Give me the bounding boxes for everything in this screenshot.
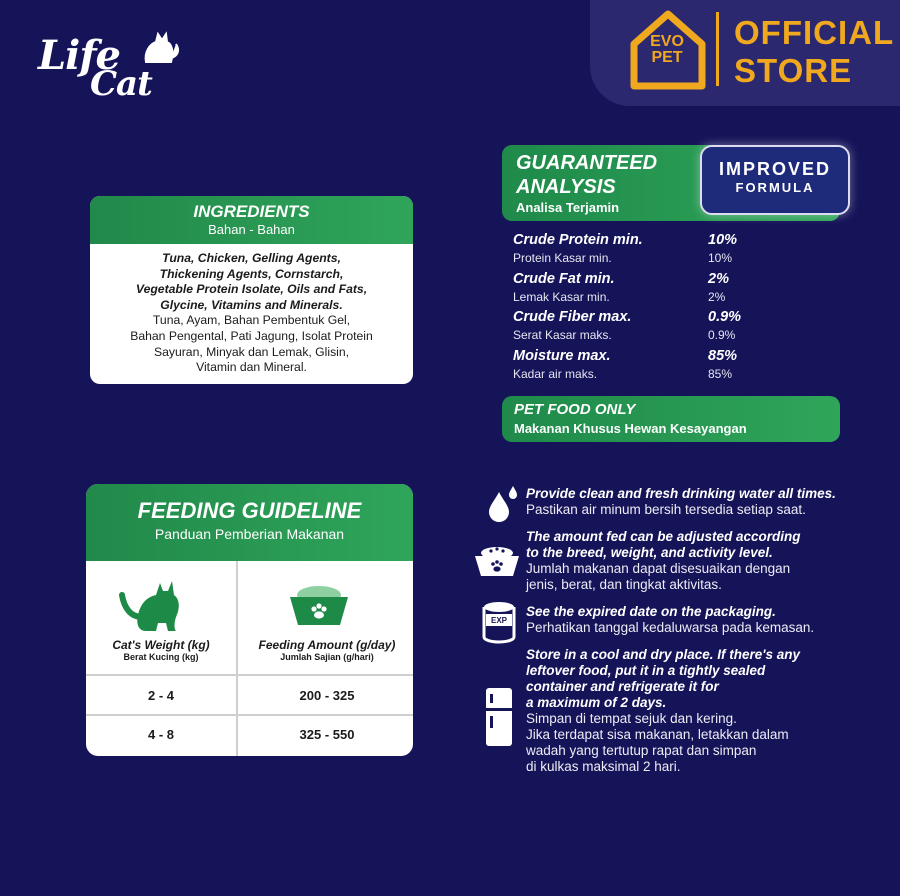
badge-divider xyxy=(716,12,719,86)
pet-food-only-banner xyxy=(502,396,840,442)
analysis-title-line1: GUARANTEED xyxy=(516,152,658,174)
exp-label: EXP xyxy=(490,616,508,625)
evo-pet-text xyxy=(640,34,694,66)
tip-en-line: to the breed, weight, and activity level. xyxy=(526,545,773,560)
ingredient-line: Tuna, Ayam, Bahan Pembentuk Gel, xyxy=(152,313,351,328)
ingredients-title: INGREDIENTS xyxy=(193,202,310,221)
feeding-subtitle: Panduan Pemberian Makanan xyxy=(154,526,345,542)
tip-id-line: jenis, berat, dan tingkat aktivitas. xyxy=(526,577,722,592)
analysis-row-moisture xyxy=(513,348,813,364)
ingredient-line: Glycine, Vitamins and Minerals. xyxy=(160,297,343,312)
can-expiry-icon xyxy=(482,600,516,644)
fridge-icon xyxy=(484,686,514,748)
ingredient-line: Sayuran, Minyak dan Lemak, Glisin, xyxy=(153,344,350,359)
tip-id-line: wadah yang tertutup rapat dan simpan xyxy=(526,743,757,758)
analysis-row-fiber-id xyxy=(513,328,813,342)
tip-amount xyxy=(526,529,896,593)
analysis-title-line2: ANALYSIS xyxy=(516,176,616,198)
feeding-table xyxy=(86,561,413,756)
weight-header-id: Berat Kucing (kg) xyxy=(123,652,199,662)
cat-icon xyxy=(116,567,202,633)
water-drop-icon xyxy=(483,484,523,524)
ingredient-line: Vitamin dan Mineral. xyxy=(196,360,307,375)
pet-word: PET xyxy=(651,49,683,66)
tip-id-line: Pastikan air minum bersih tersedia setiap saat. xyxy=(526,502,806,517)
ingredients-subtitle: Bahan - Bahan xyxy=(208,222,295,237)
tip-en-line: Provide clean and fresh drinking water all times. xyxy=(526,486,836,501)
tip-en-line: See the expired date on the packaging. xyxy=(526,604,776,619)
amount-cell: 200 - 325 xyxy=(299,688,355,703)
official-store-badge xyxy=(590,0,900,106)
analysis-label: Moisture max. xyxy=(513,348,611,364)
ingredients-card xyxy=(90,196,413,384)
weight-cell: 4 - 8 xyxy=(147,727,174,742)
amount-header-id: Jumlah Sajian (g/hari) xyxy=(280,652,374,662)
analysis-label: Crude Fat min. xyxy=(513,271,615,287)
brand-word-life: Life xyxy=(38,32,120,79)
tip-id-line: Perhatikan tanggal kedaluwarsa pada kemasan. xyxy=(526,620,815,635)
tip-en-line: a maximum of 2 days. xyxy=(526,695,667,710)
feeding-title: FEEDING GUIDELINE xyxy=(137,498,362,523)
analysis-value-id: 2% xyxy=(708,290,726,304)
analysis-row-fat xyxy=(513,271,813,287)
weight-column-header xyxy=(86,638,236,662)
analysis-title xyxy=(516,151,657,199)
tip-en-line: Store in a cool and dry place. If there's any xyxy=(526,647,801,662)
tip-id-line: Jika terdapat sisa makanan, letakkan dalam xyxy=(526,727,789,742)
tip-water xyxy=(526,486,896,518)
amount-column-header xyxy=(252,638,402,662)
analysis-row-fiber xyxy=(513,309,813,325)
pet-food-subtitle: Makanan Khusus Hewan Kesayangan xyxy=(514,421,747,436)
analysis-label-id: Lemak Kasar min. xyxy=(513,290,610,304)
tip-storage xyxy=(526,647,896,775)
analysis-label: Crude Fiber max. xyxy=(513,309,632,325)
row-divider xyxy=(86,674,413,676)
food-bowl-icon xyxy=(472,544,522,578)
analysis-label: Crude Protein min. xyxy=(513,232,643,248)
cat-silhouette-icon xyxy=(138,24,182,64)
tip-en-line: leftover food, put it in a tightly sealed xyxy=(526,663,766,678)
analysis-row-protein-id xyxy=(513,251,813,265)
tip-expiry xyxy=(526,604,896,636)
analysis-value-id: 0.9% xyxy=(708,328,736,342)
food-bowl-icon xyxy=(286,583,352,629)
analysis-value: 85% xyxy=(708,348,738,364)
pet-food-title: PET FOOD ONLY xyxy=(514,401,636,418)
store-label: STORE xyxy=(734,52,853,89)
ingredients-text xyxy=(90,244,413,376)
analysis-row-fat-id xyxy=(513,290,813,304)
tip-en-line: container and refrigerate it for xyxy=(526,679,719,694)
improved-label: IMPROVED xyxy=(718,159,831,179)
brand-logo xyxy=(28,20,188,110)
analysis-label-id: Serat Kasar maks. xyxy=(513,328,612,342)
weight-header-en: Cat's Weight (kg) xyxy=(112,638,210,652)
ingredient-line: Bahan Pengental, Pati Jagung, Isolat Protein xyxy=(130,328,373,343)
column-divider xyxy=(236,561,238,756)
analysis-label-id: Kadar air maks. xyxy=(513,367,598,381)
ingredient-line: Vegetable Protein Isolate, Oils and Fats, xyxy=(135,282,368,297)
analysis-value: 0.9% xyxy=(708,309,742,325)
improved-formula-badge xyxy=(700,145,850,215)
weight-cell: 2 - 4 xyxy=(147,688,174,703)
row-divider xyxy=(86,714,413,716)
ingredient-line: Thickening Agents, Cornstarch, xyxy=(159,266,344,281)
tip-id-line: Simpan di tempat sejuk dan kering. xyxy=(526,711,737,726)
ingredients-header xyxy=(90,196,413,244)
analysis-value-id: 85% xyxy=(708,367,733,381)
brand-word-cat: Cat xyxy=(90,64,152,104)
amount-cell: 325 - 550 xyxy=(299,727,355,742)
formula-label: FORMULA xyxy=(735,180,815,195)
feeding-guideline-card xyxy=(86,484,413,756)
ingredients-indonesian xyxy=(98,313,405,375)
tip-id-line: di kulkas maksimal 2 hari. xyxy=(526,759,681,774)
tip-en-line: The amount fed can be adjusted according xyxy=(526,529,801,544)
ingredients-english xyxy=(98,251,405,313)
analysis-row-moisture-id xyxy=(513,367,813,381)
evo-word: EVO xyxy=(650,33,684,50)
analysis-value: 10% xyxy=(708,232,738,248)
analysis-label-id: Protein Kasar min. xyxy=(513,251,612,265)
ingredient-line: Tuna, Chicken, Gelling Agents, xyxy=(162,251,341,265)
analysis-value-id: 10% xyxy=(708,251,733,265)
feeding-header xyxy=(86,484,413,561)
analysis-value: 2% xyxy=(708,271,729,287)
amount-header-en: Feeding Amount (g/day) xyxy=(258,638,396,652)
official-label: OFFICIAL xyxy=(734,14,895,51)
analysis-subtitle: Analisa Terjamin xyxy=(516,200,620,215)
analysis-row-protein xyxy=(513,232,813,248)
tip-id-line: Jumlah makanan dapat disesuaikan dengan xyxy=(526,561,791,576)
